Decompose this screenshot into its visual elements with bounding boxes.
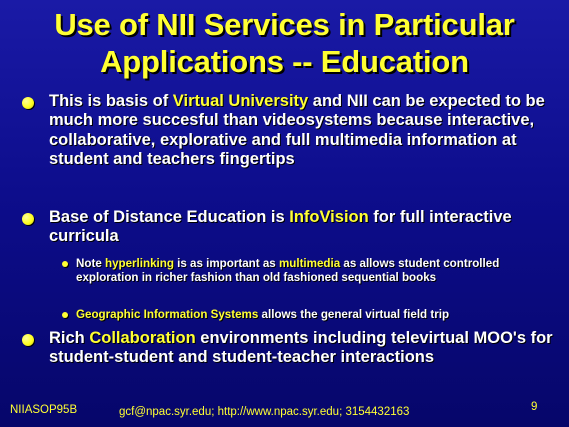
slide-title-line-2: Applications -- Education <box>100 44 469 79</box>
page-number: 9 <box>531 401 538 413</box>
subbullet-dot-icon <box>62 312 68 318</box>
subbullet-dot-icon <box>62 261 68 267</box>
subbullet-text-part: Note <box>76 257 105 270</box>
bullet-dot-icon <box>22 334 34 346</box>
bullet-text-highlight: Virtual University <box>172 92 309 110</box>
bullet-dot-icon <box>22 97 34 109</box>
subbullet-text-part: is as important as <box>173 257 279 270</box>
subbullet-text <box>76 257 556 285</box>
slide-title-line-1: Use of NII Services in Particular <box>54 7 515 42</box>
bullet-text-part: Rich <box>49 329 90 347</box>
bullet-text <box>49 208 564 247</box>
bullet-text-part: Base of Distance Education is <box>49 208 290 226</box>
bullet-text-part: for full interactive curricula <box>49 208 512 246</box>
subbullet-text-part: allows the general virtual field trip <box>258 308 450 321</box>
subbullet-text-part: as allows student controlled exploration in richer fashion than old fashioned sequential books <box>76 257 500 284</box>
subbullet-text <box>76 308 556 322</box>
subbullet-text-highlight: hyperlinking <box>104 257 174 270</box>
subbullet-text-highlight: multimedia <box>278 257 341 270</box>
bullet-text-part: environments including televirtual MOO's for student-student and student-teacher interactions <box>49 329 553 367</box>
footer-slide-id: NIIASOP95B <box>10 404 78 416</box>
bullet-dot-icon <box>22 213 34 225</box>
bullet-text <box>49 329 564 368</box>
bullet-text <box>49 92 564 169</box>
subbullet-text-highlight: Geographic Information Systems <box>76 308 259 321</box>
bullet-text-highlight: Collaboration <box>89 329 196 347</box>
bullet-text-part: This is basis of <box>49 92 173 110</box>
slide-title <box>0 6 569 80</box>
bullet-text-highlight: InfoVision <box>289 208 369 226</box>
bullet-text-part: and NII can be expected to be much more succesful than videosystems because interactive, collaborative, explorative and full multimedia information at student and teachers fingertips <box>49 92 545 168</box>
footer-contact: gcf@npac.syr.edu; http://www.npac.syr.edu; 3154432163 <box>119 406 410 418</box>
